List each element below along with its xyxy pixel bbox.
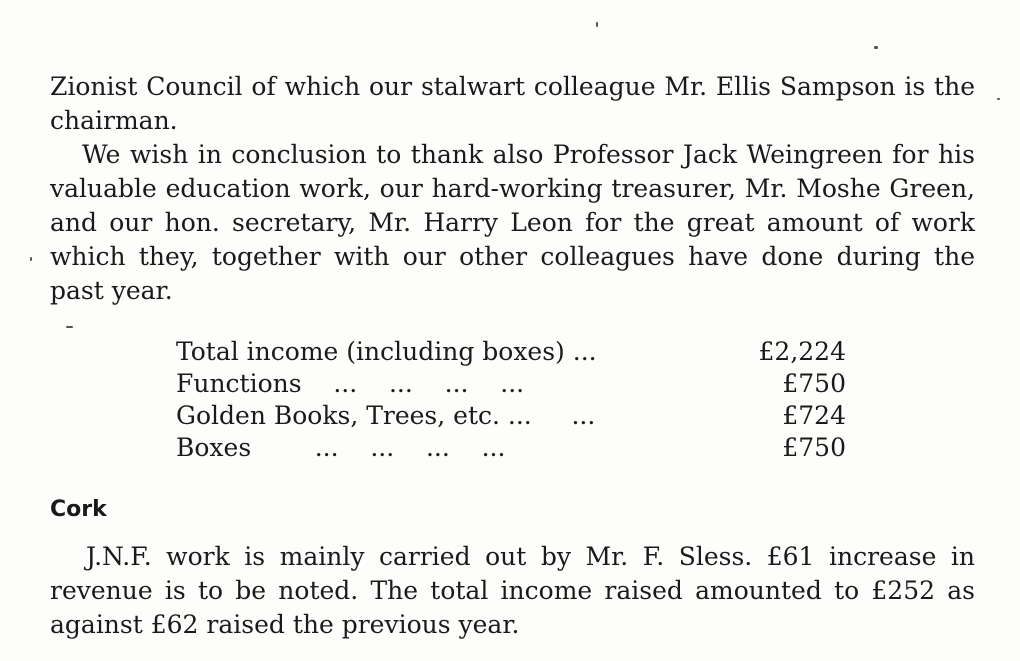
paragraph-council: Zionist Council of which our stalwart colleague Mr. Ellis Sampson is the chairman. xyxy=(50,72,975,135)
scan-speck xyxy=(66,326,73,328)
ledger-row-total-income xyxy=(176,336,846,368)
section-heading-cork: Cork xyxy=(50,497,107,522)
ledger-label: Golden Books, Trees, etc. ... ... xyxy=(176,401,596,430)
income-ledger xyxy=(176,336,846,464)
scan-speck xyxy=(997,98,1000,100)
ledger-amount: £750 xyxy=(782,369,846,398)
ledger-amount: £2,224 xyxy=(758,337,846,366)
ledger-row-functions xyxy=(176,368,846,400)
ledger-label: Total income (including boxes) ... xyxy=(176,337,597,366)
ledger-row-golden-books xyxy=(176,400,846,432)
paragraph-cork: J.N.F. work is mainly carried out by Mr. F. Sless. £61 increase in revenue is to be noted. The total income raised amounted to £252 as against £62 raised the previous year. xyxy=(50,542,975,639)
paragraph-thanks: We wish in conclusion to thank also Professor Jack Weingreen for his valuable education work, our hard-working treasurer, Mr. Moshe Green, and our hon. secretary, Mr. Harry Leon for the great amount of work which they, together with our other colleagues have done during the past year. xyxy=(50,140,975,305)
ledger-amount: £724 xyxy=(782,401,846,430)
scan-speck xyxy=(874,46,878,49)
ledger-amount: £750 xyxy=(782,433,846,462)
scan-speck xyxy=(30,257,32,261)
ledger-label: Boxes ... ... ... ... xyxy=(176,433,506,462)
ledger-row-boxes xyxy=(176,432,846,464)
scan-speck xyxy=(596,22,598,27)
ledger-label: Functions ... ... ... ... xyxy=(176,369,525,398)
